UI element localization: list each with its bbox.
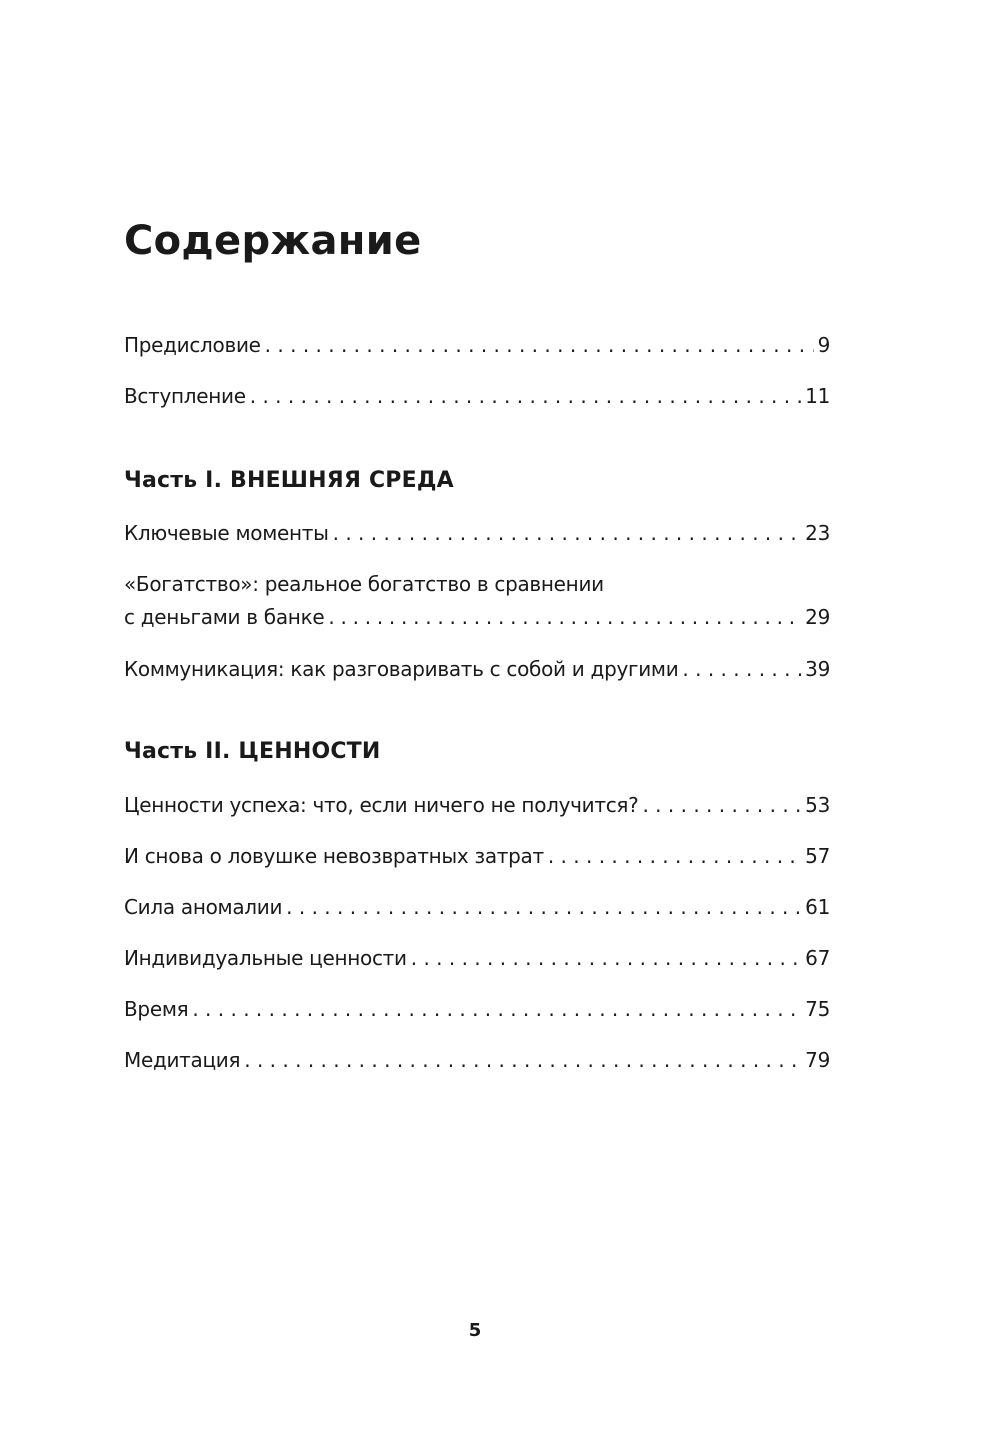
dot-leader: [250, 383, 801, 409]
toc-entry-page: 79: [805, 1048, 830, 1072]
toc-entry[interactable]: [124, 656, 830, 682]
part-name: ВНЕШНЯЯ СРЕДА: [230, 468, 454, 493]
toc-entry-introduction[interactable]: [124, 383, 830, 409]
toc-entry-title: Индивидуальные ценности: [124, 946, 407, 970]
toc-entry[interactable]: [124, 571, 830, 630]
dot-leader: [642, 792, 801, 818]
toc-entry-foreword[interactable]: [124, 332, 830, 358]
toc-entry-title: Сила аномалии: [124, 895, 283, 919]
toc-entry-page: 61: [805, 895, 830, 919]
toc-entry[interactable]: [124, 945, 830, 971]
toc-entry-title: Вступление: [124, 384, 246, 408]
toc-entry[interactable]: [124, 843, 830, 869]
dot-leader: [333, 520, 802, 546]
part-label: Часть II.: [124, 739, 231, 764]
dot-leader: [548, 843, 801, 869]
toc-entry-title-line2: с деньгами в банке: [124, 605, 325, 629]
toc-entry-title: Медитация: [124, 1048, 241, 1072]
toc-entry-page: 53: [805, 793, 830, 817]
toc-entry-page: 23: [805, 521, 830, 545]
part-label: Часть I.: [124, 468, 223, 493]
dot-leader: [244, 1047, 801, 1073]
toc-entry-page: 9: [817, 333, 830, 357]
toc-entry-page: 11: [805, 384, 830, 408]
dot-leader: [192, 996, 801, 1022]
dot-leader: [328, 604, 801, 630]
part-heading-2: [124, 739, 381, 764]
toc-entry[interactable]: [124, 792, 830, 818]
toc-entry-title: Предисловие: [124, 333, 261, 357]
toc-entry-page: 57: [805, 844, 830, 868]
page-number: 5: [468, 1320, 482, 1341]
toc-entry-page: 39: [805, 657, 830, 681]
toc-entry-title: Коммуникация: как разговаривать с собой и другими: [124, 657, 679, 681]
dot-leader: [265, 332, 814, 358]
toc-entry-title: Время: [124, 997, 189, 1021]
toc-entry[interactable]: [124, 1047, 830, 1073]
toc-entry-page: 29: [805, 605, 830, 629]
toc-entry[interactable]: [124, 520, 830, 546]
toc-entry-page: 67: [805, 946, 830, 970]
dot-leader: [411, 945, 801, 971]
part-heading-1: [124, 468, 454, 493]
dot-leader: [682, 656, 801, 682]
toc-entry-page: 75: [805, 997, 830, 1021]
toc-entry-title: И снова о ловушке невозвратных затрат: [124, 844, 544, 868]
toc-entry[interactable]: [124, 894, 830, 920]
dot-leader: [286, 894, 801, 920]
page-title: Содержание: [124, 218, 422, 264]
part-name: ЦЕННОСТИ: [238, 739, 381, 764]
toc-entry[interactable]: [124, 996, 830, 1022]
toc-entry-title: Ценности успеха: что, если ничего не получится?: [124, 793, 639, 817]
toc-entry-title: Ключевые моменты: [124, 521, 329, 545]
toc-entry-title-line1: «Богатство»: реальное богатство в сравнении: [124, 572, 604, 596]
